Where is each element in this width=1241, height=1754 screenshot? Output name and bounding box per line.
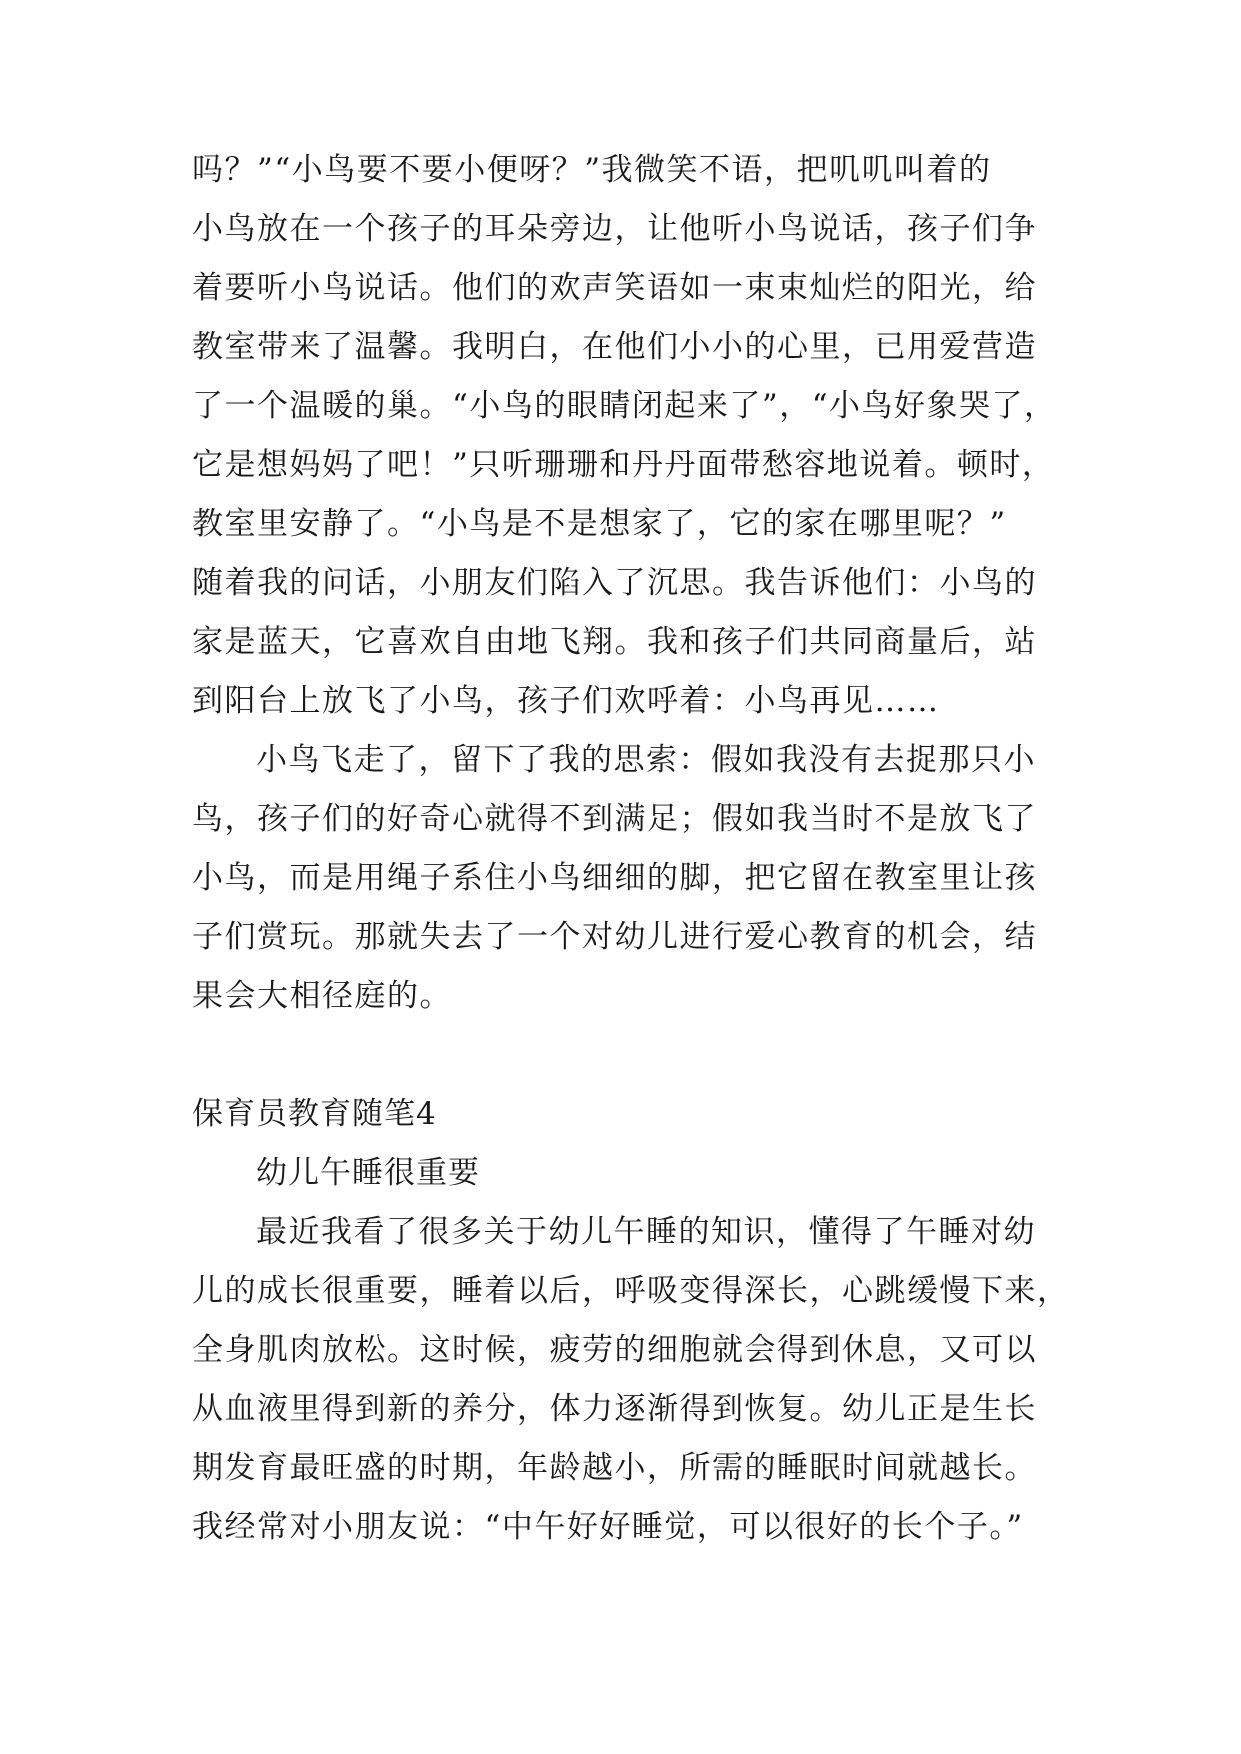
paragraph-line: 果会大相径庭的。: [192, 978, 452, 1014]
paragraph-line: 期发育最旺盛的时期，年龄越小，所需的睡眠时间就越长。: [192, 1450, 1037, 1486]
paragraph-line: 小鸟飞走了，留下了我的思索：假如我没有去捉那只小: [256, 742, 1036, 778]
paragraph-line: 全身肌肉放松。这时候，疲劳的细胞就会得到休息，又可以: [192, 1332, 1037, 1368]
paragraph-line: 教室里安静了。“小鸟是不是想家了，它的家在哪里呢？”: [192, 506, 1007, 542]
paragraph-line: 教室带来了温馨。我明白，在他们小小的心里，已用爱营造: [192, 329, 1037, 365]
paragraph-line: 它是想妈妈了吧！”只听珊珊和丹丹面带愁容地说着。顿时，: [192, 447, 1055, 483]
paragraph-line: 小鸟，而是用绳子系住小鸟细细的脚，把它留在教室里让孩: [192, 860, 1037, 896]
paragraph-line: 家是蓝天，它喜欢自由地飞翔。我和孩子们共同商量后，站: [192, 624, 1037, 660]
paragraph-line: 吗？”“小鸟要不要小便呀？”我微笑不语，把叽叽叫着的: [192, 152, 992, 188]
paragraph-line: 儿的成长很重要，睡着以后，呼吸变得深长，心跳缓慢下来，: [192, 1273, 1070, 1309]
paragraph-line: 随着我的问话，小朋友们陷入了沉思。我告诉他们：小鸟的: [192, 565, 1037, 601]
paragraph-line: 最近我看了很多关于幼儿午睡的知识，懂得了午睡对幼: [256, 1214, 1036, 1250]
article-title: 保育员教育随笔4: [192, 1096, 437, 1132]
paragraph-line: 了一个温暖的巢。“小鸟的眼睛闭起来了”，“小鸟好象哭了，: [192, 388, 1057, 424]
paragraph-line: 我经常对小朋友说：“中午好好睡觉，可以很好的长个子。”: [192, 1509, 1024, 1545]
article-subtitle: 幼儿午睡很重要: [256, 1155, 480, 1191]
paragraph-line: 到阳台上放飞了小鸟，孩子们欢呼着：小鸟再见……: [192, 683, 940, 719]
paragraph-line: 着要听小鸟说话。他们的欢声笑语如一束束灿烂的阳光，给: [192, 270, 1037, 306]
paragraph-line: 从血液里得到新的养分，体力逐渐得到恢复。幼儿正是生长: [192, 1391, 1037, 1427]
paragraph-line: 小鸟放在一个孩子的耳朵旁边，让他听小鸟说话，孩子们争: [192, 211, 1037, 247]
paragraph-line: 鸟，孩子们的好奇心就得不到满足；假如我当时不是放飞了: [192, 801, 1037, 837]
paragraph-line: 子们赏玩。那就失去了一个对幼儿进行爱心教育的机会，结: [192, 919, 1037, 955]
